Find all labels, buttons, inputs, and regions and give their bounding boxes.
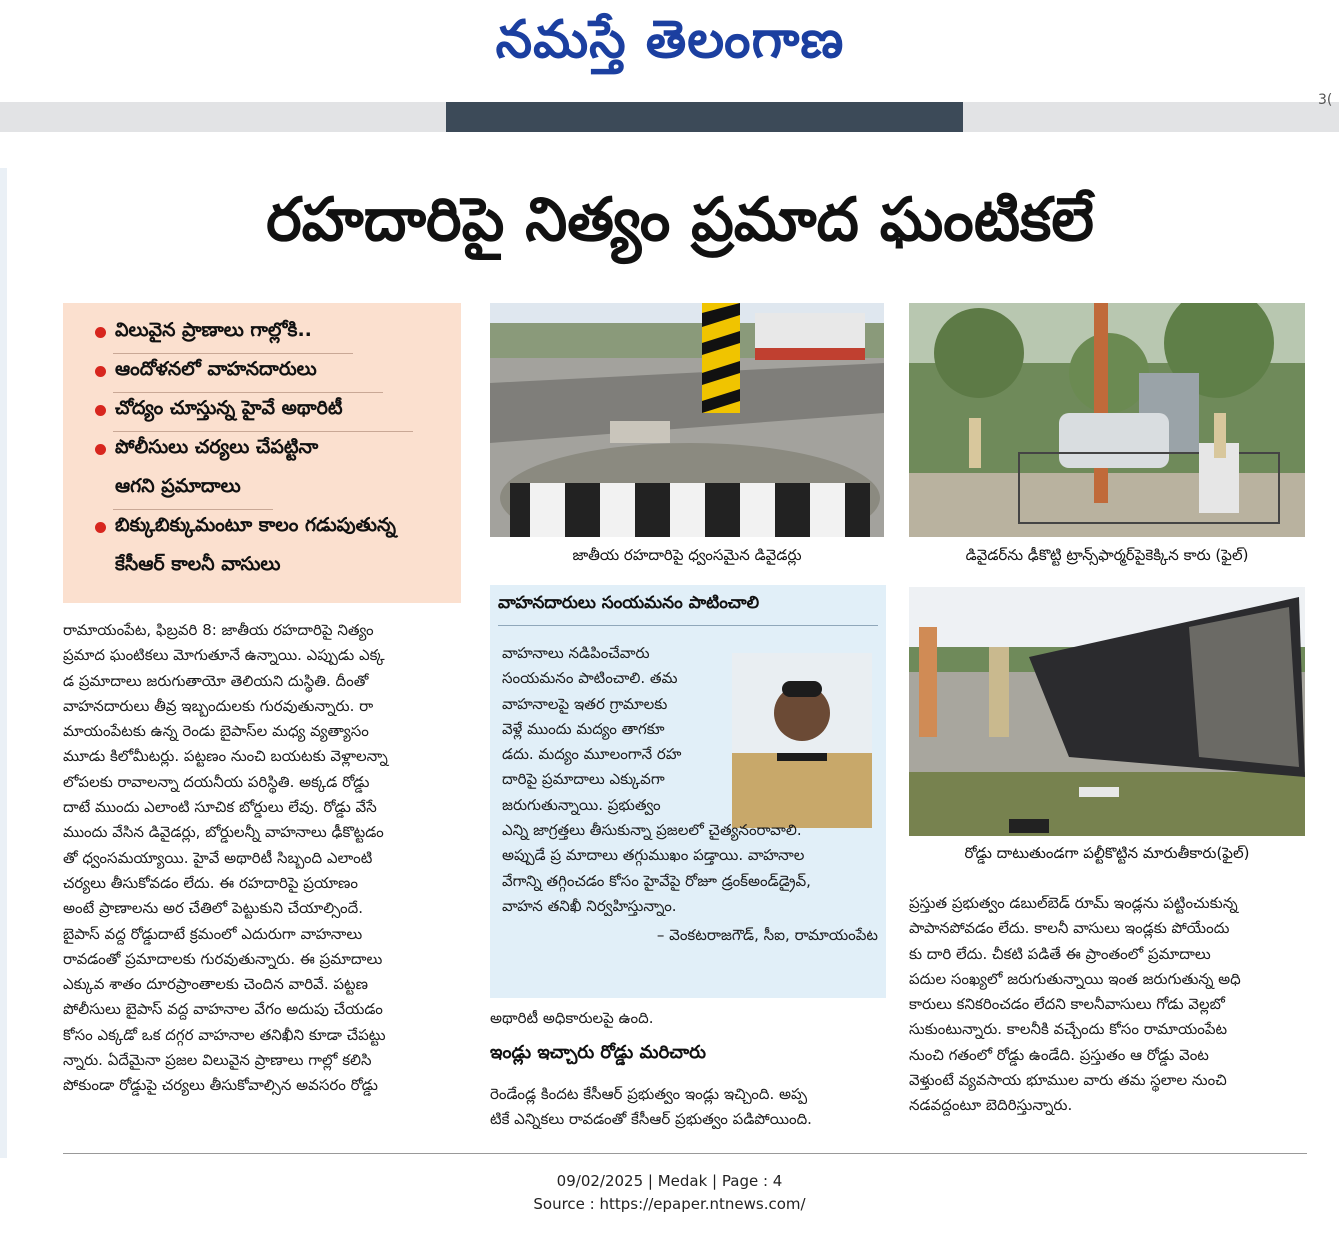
right-column-body: [909, 891, 1305, 1119]
body-line: ఎక్కువ శాతం దూరప్రాంతాలకు చెందిన వారివే. పట్టణ: [63, 975, 368, 994]
highlight-item-continued: కేసీఆర్ కాలనీ వాసులు: [115, 553, 281, 575]
header-edge-text: 3(: [1318, 92, 1333, 108]
headline: రహదారిపై నిత్యం ప్రమాద ఘంటికలే: [266, 185, 1094, 255]
quote-signature: – వెంకటరాజగౌడ్, సీఐ, రామాయంపేట: [656, 926, 878, 945]
body-line: కు దారి లేదు. చీకటి పడితే ఈ ప్రాంతంలో ప్రమాదాలు: [909, 944, 1211, 963]
body-line: వాహన తనిఖీ నిర్వహిస్తున్నాం.: [502, 896, 677, 915]
body-line: ప్రమాద ఘంటికలు మోగుతూనే ఉన్నాయి. ఎప్పుడు ఎక్క: [63, 646, 385, 665]
photo-caption: జాతీయ రహదారిపై ధ్వంసమైన డివైడర్లు: [572, 546, 802, 564]
body-line: అప్పుడే ప్ర మాదాలు తగ్గుముఖం పడ్తాయి. వాహనాల: [502, 846, 805, 865]
quote-box: [490, 585, 886, 998]
body-line: రామాయంపేట, ఫిబ్రవరి 8: జాతీయ రహదారిపై నిత్యం: [63, 621, 374, 639]
body-line: వాహనదారులు తీవ్ర ఇబ్బందులకు గురవుతున్నారు. రా: [63, 696, 374, 715]
middle-column-body: [490, 1082, 886, 1133]
divider: [113, 392, 383, 393]
body-line: తో ధ్వంసమయ్యాయి. హైవే అథారిటీ సిబ్బంది ఎలాంటి: [63, 848, 373, 867]
highlight-item: బిక్కుబిక్కుమంటూ కాలం గడుపుతున్న: [115, 514, 396, 536]
body-line: కోసం ఎక్కడో ఒక దగ్గర వాహనాల తనిఖీని కూడా చేపట్టు: [63, 1025, 386, 1044]
highlight-item-continued: ఆగని ప్రమాదాలు: [115, 475, 241, 497]
body-line: సుకుంటున్నారు. కాలనీకి వచ్చేందు కోసం రామాయంపేట: [909, 1020, 1228, 1039]
body-line: చర్యలు తీసుకోవడం లేదు. ఈ రహదారిపై ప్రయాణం: [63, 873, 359, 892]
body-line: దాటే ముందు ఎలాంటి సూచిక బోర్డులు లేవు. రోడ్డు వేసే: [63, 798, 377, 817]
body-line: నడవద్దంటూ బెదిరిస్తున్నారు.: [909, 1096, 1073, 1115]
divider: [113, 431, 413, 432]
body-line: మూడు కిలోమీటర్లు. పట్టణం నుంచి బయటకు వెళ్లాలన్నా: [63, 747, 388, 766]
footer-dateline: 09/02/2025 | Medak | Page : 4: [556, 1172, 783, 1190]
body-line: పోలీసులు బైపాస్ వద్ద వాహనాల వేగం అదుపు చేయడం: [63, 1000, 383, 1019]
masthead: [0, 0, 1339, 100]
bullet-icon: [95, 366, 106, 377]
middle-column-continuation: అథారిటీ అధికారులపై ఉంది.: [490, 1009, 654, 1027]
body-line: జరుగుతున్నాయి. ప్రభుత్వం: [502, 795, 661, 814]
body-line: సంయమనం పాటించాలి. తమ: [502, 669, 678, 688]
transformer-accident-illustration: [909, 303, 1305, 537]
body-line: టికే ఎన్నికలు రావడంతో కేసీఆర్ ప్రభుత్వం పడిపోయింది.: [490, 1110, 812, 1129]
header-band-dark: [446, 102, 963, 132]
bullet-icon: [95, 405, 106, 416]
body-line: పోకుండా రోడ్డుపై చర్యలు తీసుకోవాల్సిన అవసరం రోడ్డు: [63, 1076, 378, 1095]
subheading: ఇండ్లు ఇచ్చారు రోడ్డు మరిచారు: [490, 1042, 707, 1063]
highlights-box: [63, 303, 461, 603]
road-divider-illustration: [490, 303, 884, 537]
photo-overturned-car: [909, 587, 1305, 836]
overturned-car-illustration: [909, 587, 1305, 836]
divider: [113, 353, 353, 354]
body-line: రెండేండ్ల కిందట కేసీఆర్ ప్రభుత్వం ఇండ్లు ఇచ్చింది. అప్ప: [490, 1085, 808, 1103]
body-line: డ ప్రమాదాలు జరుగుతాయో తెలియని దుస్థితి. దీంతో: [63, 671, 369, 690]
highlight-item: చోద్యం చూస్తున్న హైవే అథారిటీ: [115, 397, 343, 419]
body-line: న్నారు. ఏదేమైనా ప్రజల విలువైన ప్రాణాలు గాల్లో కలిసి: [63, 1051, 372, 1070]
bullet-icon: [95, 444, 106, 455]
body-line: డదు. మద్యం మూలంగానే రహ: [502, 745, 682, 764]
footer-divider: [63, 1153, 1307, 1154]
photo-caption: రోడ్డు దాటుతుండగా పల్టీకొట్టిన మారుతీకారు(ఫైల్): [964, 844, 1250, 862]
body-line: పదుల సంఖ్యలో జరుగుతున్నాయి ఇంత జరుగుతున్న అధి: [909, 969, 1241, 988]
left-margin-strip: [0, 168, 7, 1158]
bullet-icon: [95, 522, 106, 533]
photo-car-on-transformer: [909, 303, 1305, 537]
body-line: కారులు కనికరించడం లేదని కాలనీవాసులు గోడు వెల్లబో: [909, 995, 1225, 1014]
body-line: బైపాస్ వద్ద రోడ్డుదాటే క్రమంలో ఎదురుగా వాహనాలు: [63, 924, 363, 943]
highlight-item: పోలీసులు చర్యలు చేపట్టినా: [115, 436, 319, 458]
photo-damaged-dividers: [490, 303, 884, 537]
body-line: వెళ్తుంటే వ్యవసాయ భూముల వారు తమ స్థలాల నుంచి: [909, 1071, 1227, 1090]
body-line: దారిపై ప్రమాదాలు ఎక్కువగా: [502, 770, 665, 789]
body-line: ప్రస్తుత ప్రభుత్వం డబుల్‌బెడ్ రూమ్ ఇండ్లను పట్టించుకున్న: [909, 894, 1238, 912]
body-line: వేగాన్ని తగ్గించడం కోసం హైవేపై రోజూ డ్రంక్అండ్‌డ్రైవ్,: [502, 871, 811, 890]
quote-body: [502, 641, 878, 949]
photo-caption: డివైడర్‌ను ఢీకొట్టి ట్రాన్స్‌ఫార్మర్‌పైకెక్కిన కారు (ఫైల్): [965, 546, 1249, 564]
divider: [113, 509, 273, 510]
bullet-icon: [95, 327, 106, 338]
body-line: ముందు వేసిన డివైడర్లు, బోర్డులన్నీ వాహనాలు ఢీకొట్టడం: [63, 823, 384, 842]
body-line: అంటే ప్రాణాలను అర చేతిలో పెట్టుకుని చేయాల్సిందే.: [63, 899, 363, 918]
footer-source: Source : https://epaper.ntnews.com/: [533, 1195, 806, 1213]
body-line: ఎన్ని జాగ్రత్తలు తీసుకున్నా ప్రజలలో చైత్యనంరావాలి.: [502, 821, 802, 840]
body-line: మాయంపేటకు ఉన్న రెండు బైపాస్‌ల మధ్య వ్యత్యాసం: [63, 722, 369, 741]
highlight-item: విలువైన ప్రాణాలు గాల్లోకి..: [115, 319, 312, 341]
newspaper-logo: నమస్తే తెలంగాణ: [495, 10, 845, 70]
body-line: వెళ్లే ముందు మద్యం తాగకూ: [502, 719, 665, 738]
body-line: వాహనాలు నడిపించేవారు: [502, 644, 650, 662]
body-line: రావడంతో ప్రమాదాలకు గురవుతున్నారు. ఈ ప్రమాదాలు: [63, 949, 383, 968]
body-line: లోపలకు రావాలన్నా దయనీయ పరిస్థితి. అక్కడ రోడ్డు: [63, 772, 370, 791]
left-column-body: [63, 618, 461, 1099]
highlight-item: ఆందోళనలో వాహనదారులు: [115, 358, 317, 380]
quote-box-title: వాహనదారులు సంయమనం పాటించాలి: [498, 593, 760, 613]
body-line: నుంచి గతంలో రోడ్డు ఉండేది. ప్రస్తుతం ఆ రోడ్డు వెంట: [909, 1045, 1209, 1064]
body-line: పాపానపోవడం లేదు. కాలనీ వాసులు ఇండ్లకు పోయేందు: [909, 919, 1230, 938]
body-line: వాహనాలపై ఇతర గ్రామాలకు: [502, 694, 668, 713]
divider: [498, 625, 878, 626]
